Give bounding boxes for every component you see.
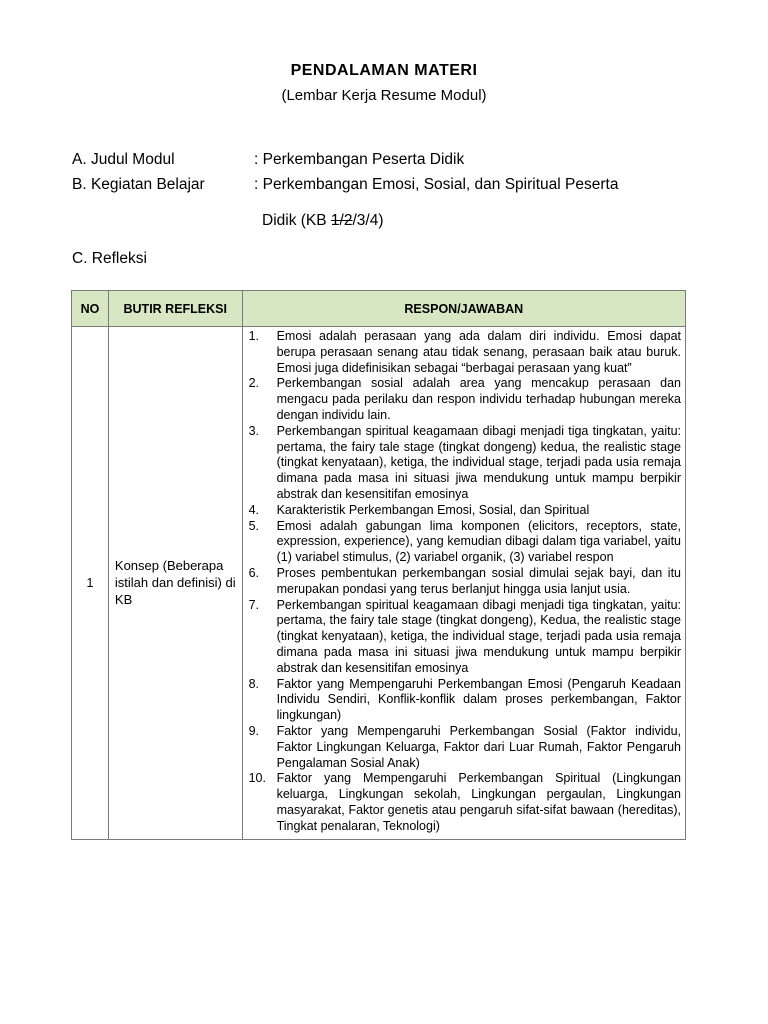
list-item (243, 329, 681, 376)
list-item (243, 503, 681, 519)
row-number: 1 (72, 327, 109, 840)
reflection-heading: C. Refleksi (72, 250, 147, 267)
list-item-number: 4. (248, 502, 260, 517)
list-item-number: 3. (248, 423, 260, 438)
list-item (243, 519, 681, 566)
learning-activity-label: B. Kegiatan Belajar (72, 176, 205, 193)
list-item-number: 2. (248, 376, 260, 391)
list-item-number: 7. (248, 597, 260, 612)
list-item-text: Karakteristik Perkembangan Emosi, Sosial, dan Spiritual (276, 502, 590, 517)
header-no: NO (72, 291, 109, 327)
response-list (243, 327, 685, 839)
list-item-number: 9. (248, 723, 260, 738)
list-item-text: Emosi adalah perasaan yang ada dalam diri individu. Emosi dapat berupa perasaan senang atau tidak senang, perasaan baik atau buruk. Emosi juga didefinisikan sebagai “berbagai perasaan yang kuat” (276, 329, 681, 375)
table-header-row (72, 291, 686, 327)
row-butir-cell (108, 327, 242, 840)
list-item-number: 5. (248, 518, 260, 533)
kb-suffix: /3/4) (352, 212, 384, 229)
list-item (243, 376, 681, 423)
list-item-text: Perkembangan spiritual keagamaan dibagi menjadi tiga tingkatan, yaitu: pertama, the fairy tale stage (tingkat dongeng) kedua, the realistic stage (tingkat kenyataan), ketiga, the individual stage, terjadi pada usia remaja dimana pada masa ini situasi jiwa mendukung untuk mampu berpikir abstrak dan kesensitifan emosinya (276, 423, 681, 501)
list-item-text: Perkembangan sosial adalah area yang mencakup perasaan dan mengacu pada perilaku dan respon individu terhadap hubungan mereka dengan individu lain. (276, 376, 681, 422)
header-butir-refleksi: BUTIR REFLEKSI (108, 291, 242, 327)
list-item (243, 771, 681, 834)
module-title-label: A. Judul Modul (72, 151, 175, 168)
document-subtitle: (Lembar Kerja Resume Modul) (281, 87, 487, 104)
list-item (243, 424, 681, 503)
reflection-table (71, 290, 686, 840)
document-title: PENDALAMAN MATERI (290, 62, 478, 79)
learning-activity-value-continued (262, 212, 383, 230)
list-item-number: 10. (248, 771, 266, 786)
kb-prefix: Didik (KB (262, 212, 331, 229)
kb-struck-text: 1/2 (330, 212, 353, 229)
list-item-text: Faktor yang Mempengaruhi Perkembangan Sosial (Faktor individu, Faktor Lingkungan Keluarga, Faktor dari Luar Rumah, Faktor Pengaruh Pengalaman Sosial Anak) (276, 723, 681, 770)
row-butir-text: Konsep (Beberapa istilah dan definisi) di KB (114, 558, 236, 608)
list-item (243, 566, 681, 598)
module-title-value: : Perkembangan Peserta Didik (254, 151, 465, 168)
list-item-text: Emosi adalah gabungan lima komponen (elicitors, receptors, state, expression, experience), yang kemudian dibagi dalam tiga variabel, yaitu (1) variabel stimulus, (2) variabel organik, (3) variabel respon (276, 518, 681, 565)
table-row (72, 327, 686, 840)
list-item (243, 677, 681, 724)
list-item-number: 8. (248, 676, 260, 691)
list-item-text: Perkembangan spiritual keagamaan dibagi menjadi tiga tingkatan, yaitu: pertama, the fairy tale stage (tingkat dongeng), Kedua, the realistic stage (tingkat kenyataan), ketiga, the individual stage, terjadi pada usia remaja dimana pada masa ini situasi jiwa mendukung untuk mampu berpikir abstrak dan kesensitifan emosinya (276, 597, 681, 675)
list-item-number: 1. (248, 329, 260, 343)
header-respon-jawaban: RESPON/JAWABAN (242, 291, 685, 327)
row-response-cell (242, 327, 685, 840)
list-item (243, 724, 681, 771)
list-item-text: Faktor yang Mempengaruhi Perkembangan Spiritual (Lingkungan keluarga, Lingkungan sekolah, Lingkungan pergaulan, Lingkungan masyarakat, Faktor genetis atau pengaruh sifat-sifat bawaan (hereditas), Tingkat penalaran, Teknologi) (276, 771, 681, 833)
list-item-number: 6. (248, 565, 260, 580)
list-item (243, 598, 681, 677)
learning-activity-value: : Perkembangan Emosi, Sosial, dan Spiritual Peserta (254, 176, 619, 193)
list-item-text: Faktor yang Mempengaruhi Perkembangan Emosi (Pengaruh Keadaan Individu Sendiri, Konflik-konflik dalam proses perkembangan, Faktor lingkungan) (276, 676, 681, 723)
list-item-text: Proses pembentukan perkembangan sosial dimulai sejak bayi, dan itu merupakan pondasi yang terus berlanjut hingga usia lanjut usia. (276, 565, 681, 596)
